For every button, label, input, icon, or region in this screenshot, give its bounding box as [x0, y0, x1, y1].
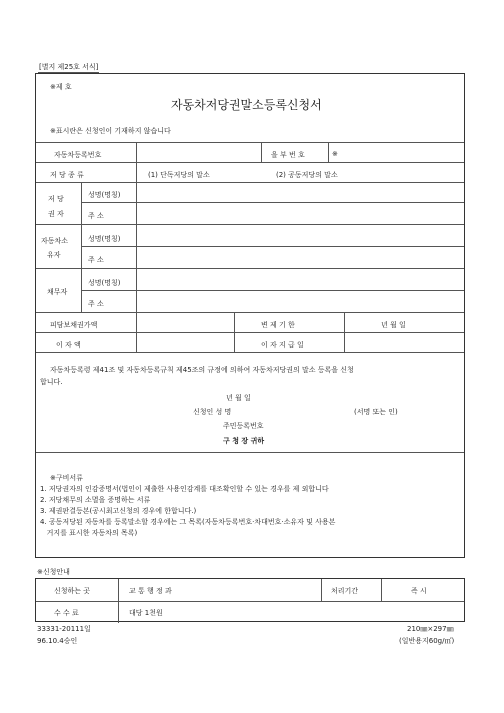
application-form [35, 73, 465, 558]
grid-line [81, 290, 464, 291]
grid-line [36, 224, 464, 225]
owner-label-line2: 유자 [47, 251, 61, 259]
grid-line [36, 352, 464, 353]
secured-amount-label: 피담보채권가액 [50, 321, 98, 329]
mortgagee-label-line1: 저 당 [48, 195, 64, 203]
grid-line [321, 579, 322, 601]
grid-line [36, 452, 464, 453]
grid-line [328, 142, 329, 162]
paper-size: 210㎜×297㎜ [407, 625, 454, 633]
submission-place-label: 신청하는 곳 [54, 587, 91, 595]
applicant-name-label: 신청인 성 명 [193, 408, 232, 416]
approval-date: 96.10.4승인 [37, 637, 78, 645]
required-documents-title: ※구비서류 [50, 474, 83, 482]
processing-period-value: 즉 시 [411, 587, 427, 595]
owner-name-label: 성명(명칭) [88, 235, 121, 243]
grid-line [36, 268, 464, 269]
debtor-address-label: 주 소 [88, 300, 104, 308]
mortgagee-address-label: 주 소 [88, 212, 104, 220]
grid-line [81, 202, 464, 203]
repayment-date-label: 년 월 일 [381, 321, 406, 329]
grid-line [261, 142, 262, 162]
processing-period-label: 처리기간 [331, 587, 359, 595]
required-document-item: 4. 공동저당된 자동차를 등록말소할 경우에는 그 목록(자동차등록번호·차대번호·소유자 및 사용본 [40, 518, 336, 526]
grid-line [136, 162, 137, 182]
receipt-number-label: ※제 호 [50, 83, 72, 91]
owner-address-label: 주 소 [88, 256, 104, 264]
fee-label: 수 수 료 [54, 609, 79, 617]
owner-label-line1: 자동차소 [41, 237, 69, 245]
mortgagee-label-line2: 권 자 [48, 210, 64, 218]
grid-line [81, 246, 464, 247]
grid-line [36, 312, 464, 313]
required-document-item: 1. 저당권자의 인감증명서(법인이 제출한 사용인감계를 대조확인할 수 있는 경우를 제 외합니다 [40, 485, 329, 493]
paper-type: (일반용지60g/㎡) [399, 637, 455, 645]
debtor-label: 채무자 [47, 288, 68, 296]
interest-amount-label: 이 자 액 [56, 341, 81, 349]
statement-line2: 합니다. [40, 378, 63, 386]
statement-date: 년 월 일 [226, 394, 251, 402]
registration-number-label: 자동차등록번호 [54, 151, 102, 159]
guide-title: ※신청안내 [37, 568, 70, 576]
required-document-item: 거지를 표시한 자동차의 목록) [40, 529, 138, 537]
grid-line [36, 142, 464, 143]
seal-number-label: 을 부 번 호 [271, 151, 305, 159]
form-code: 33331-20111일 [37, 625, 91, 633]
application-guide-table [35, 578, 465, 622]
grid-line [36, 182, 464, 183]
grid-line [136, 182, 137, 312]
required-document-item: 2. 저당채무의 소멸을 증명하는 서류 [40, 496, 151, 504]
grid-line [81, 182, 82, 312]
grid-line [381, 579, 382, 601]
resident-number-label: 주민등록번호 [223, 422, 264, 430]
form-label: [별지 제25호 서식] [39, 63, 99, 71]
mortgage-type-option-joint: (2) 공동저당의 말소 [276, 171, 338, 179]
mortgage-type-option-single: (1) 단독저당의 말소 [148, 171, 210, 179]
form-title: 자동차저당권말소등록신청서 [171, 98, 322, 112]
required-document-item: 3. 제권판결등본(공시최고신청의 경우에 한합니다.) [40, 507, 197, 515]
debtor-name-label: 성명(명칭) [88, 279, 121, 287]
signature-label: (서명 또는 인) [354, 408, 398, 416]
form-note: ※표시란은 신청인이 기재하지 않습니다 [50, 127, 171, 135]
addressee: 구 청 장 귀하 [223, 437, 265, 445]
fee-value: 대당 1천원 [129, 609, 163, 617]
submission-place-value: 교 통 행 정 과 [129, 587, 172, 595]
interest-payment-date-label: 이 자 지 급 일 [261, 341, 304, 349]
repayment-period-label: 변 제 기 한 [261, 321, 295, 329]
mortgage-type-label: 저 당 종 류 [50, 171, 84, 179]
grid-line [36, 162, 464, 163]
grid-line [36, 601, 464, 602]
grid-line [36, 332, 464, 333]
statement-line1: 자동차등록령 제41조 및 자동차등록규칙 제45조의 규정에 의하여 자동차저당권의 말소 등록을 신청 [50, 366, 354, 374]
mortgagee-name-label: 성명(명칭) [88, 191, 121, 199]
grid-line [136, 142, 137, 162]
seal-number-mark: ※ [332, 150, 338, 158]
